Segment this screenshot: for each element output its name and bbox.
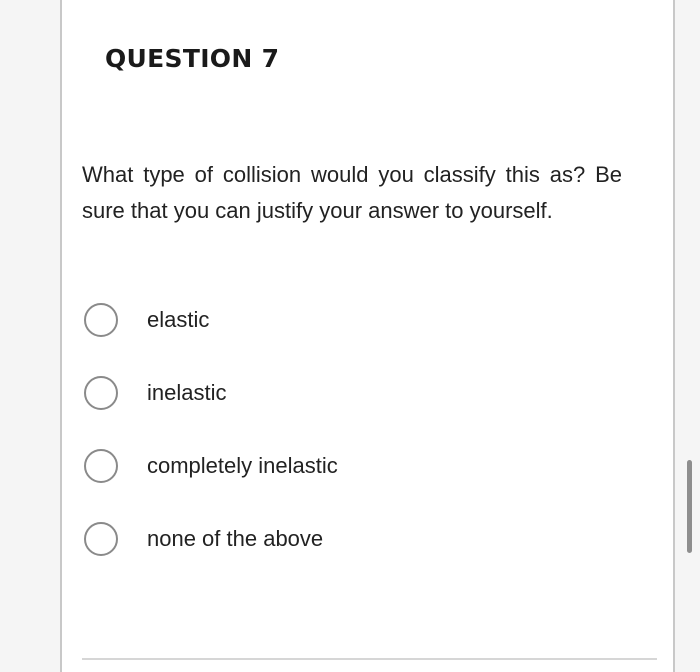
option-label: inelastic [147, 380, 227, 405]
option-label: completely inelastic [147, 453, 338, 478]
radio-button[interactable] [84, 449, 118, 483]
section-divider [82, 658, 657, 660]
radio-button[interactable] [84, 376, 118, 410]
radio-button[interactable] [84, 303, 118, 337]
answer-options [84, 300, 338, 592]
option-elastic[interactable] [84, 300, 338, 340]
question-title: QUESTION 7 [105, 44, 280, 73]
radio-button[interactable] [84, 522, 118, 556]
question-card [60, 0, 675, 672]
option-none-of-the-above[interactable] [84, 519, 338, 559]
scrollbar[interactable] [687, 460, 692, 553]
question-text: What type of collision would you classify this as? Be sure that you can justify your answer to yourself. [82, 162, 622, 223]
option-completely-inelastic[interactable] [84, 446, 338, 486]
option-inelastic[interactable] [84, 373, 338, 413]
option-label: none of the above [147, 526, 324, 551]
option-label: elastic [147, 307, 210, 332]
